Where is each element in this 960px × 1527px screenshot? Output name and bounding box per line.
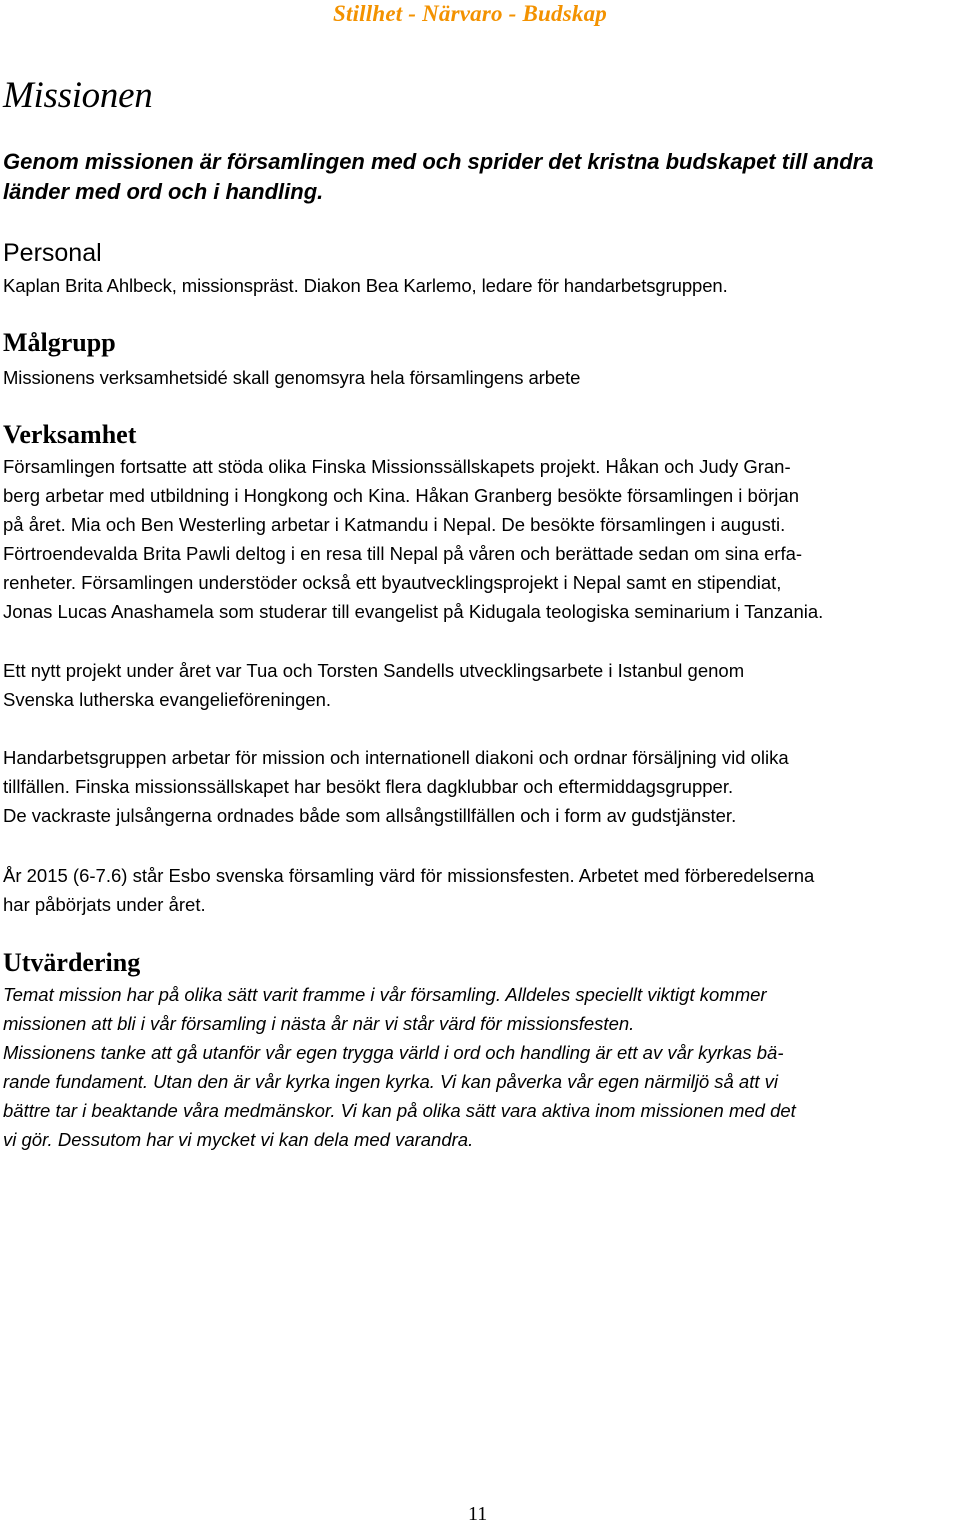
section-heading-utvardering: Utvärdering xyxy=(3,948,141,977)
paragraph-line: missionen att bli i vår församling i nästa år när vi står värd för missionsfesten. xyxy=(3,1013,635,1034)
paragraph-line: Svenska lutherska evangelieföreningen. xyxy=(3,689,332,710)
paragraph-line: rande fundament. Utan den är vår kyrka ingen kyrka. Vi kan påverka vår egen närmiljö så att vi xyxy=(3,1071,779,1092)
section-heading-personal: Personal xyxy=(3,239,102,267)
paragraph-line: på året. Mia och Ben Westerling arbetar i Katmandu i Nepal. De besökte församlingen i augusti. xyxy=(3,514,786,535)
page-title: Missionen xyxy=(3,75,153,116)
verksamhet-paragraph-2 xyxy=(3,656,744,714)
running-header: Stillhet - Närvaro - Budskap xyxy=(333,1,607,26)
paragraph-line: Temat mission har på olika sätt varit framme i vår församling. Alldeles speciellt viktigt kommer xyxy=(3,984,767,1005)
paragraph-line: Jonas Lucas Anashamela som studerar till evangelist på Kidugala teologiska seminarium i Tanzania. xyxy=(3,601,824,622)
paragraph-line: Ett nytt projekt under året var Tua och Torsten Sandells utvecklingsarbete i Istanbul genom xyxy=(3,660,745,681)
section-heading-malgrupp: Målgrupp xyxy=(3,328,116,357)
lead-paragraph xyxy=(3,147,960,207)
paragraph-line: har påbörjats under året. xyxy=(3,894,206,915)
paragraph-line: De vackraste julsångerna ordnades både som allsångstillfällen och i form av gudstjänster. xyxy=(3,805,737,826)
section-heading-verksamhet: Verksamhet xyxy=(3,420,137,449)
paragraph-line: renheter. Församlingen understöder också ett byautvecklingsprojekt i Nepal samt en stipendiat, xyxy=(3,572,782,593)
lead-line: Genom missionen är församlingen med och sprider det kristna budskapet till andra xyxy=(3,149,874,174)
paragraph-line: tillfällen. Finska missionssällskapet har besökt flera dagklubbar och eftermiddagsgrupper. xyxy=(3,776,734,797)
utvardering-paragraph xyxy=(3,980,796,1154)
paragraph-line: bättre tar i beaktande våra medmänskor. Vi kan på olika sätt vara aktiva inom missionen med det xyxy=(3,1100,796,1121)
lead-line: länder med ord och i handling. xyxy=(3,179,324,204)
malgrupp-text: Missionens verksamhetsidé skall genomsyra hela församlingens arbete xyxy=(3,367,581,388)
paragraph-line: berg arbetar med utbildning i Hongkong och Kina. Håkan Granberg besökte församlingen i början xyxy=(3,485,799,506)
personal-text: Kaplan Brita Ahlbeck, missionspräst. Diakon Bea Karlemo, ledare för handarbetsgruppen. xyxy=(3,275,728,296)
verksamhet-paragraph-4 xyxy=(3,861,814,919)
paragraph-line: År 2015 (6-7.6) står Esbo svenska församling värd för missionsfesten. Arbetet med förberedelserna xyxy=(3,865,815,886)
page-number: 11 xyxy=(468,1503,488,1525)
paragraph-line: Missionens tanke att gå utanför vår egen trygga värld i ord och handling är ett av vår kyrkas bä- xyxy=(3,1042,784,1063)
paragraph-line: Handarbetsgruppen arbetar för mission och internationell diakoni och ordnar försäljning vid olika xyxy=(3,747,789,768)
paragraph-line: vi gör. Dessutom har vi mycket vi kan dela med varandra. xyxy=(3,1129,474,1150)
verksamhet-paragraph-3 xyxy=(3,743,789,830)
paragraph-line: Förtroendevalda Brita Pawli deltog i en resa till Nepal på våren och berättade sedan om sina erfa- xyxy=(3,543,803,564)
verksamhet-paragraph-1 xyxy=(3,452,823,626)
paragraph-line: Församlingen fortsatte att stöda olika Finska Missionssällskapets projekt. Håkan och Judy Gran- xyxy=(3,456,791,477)
